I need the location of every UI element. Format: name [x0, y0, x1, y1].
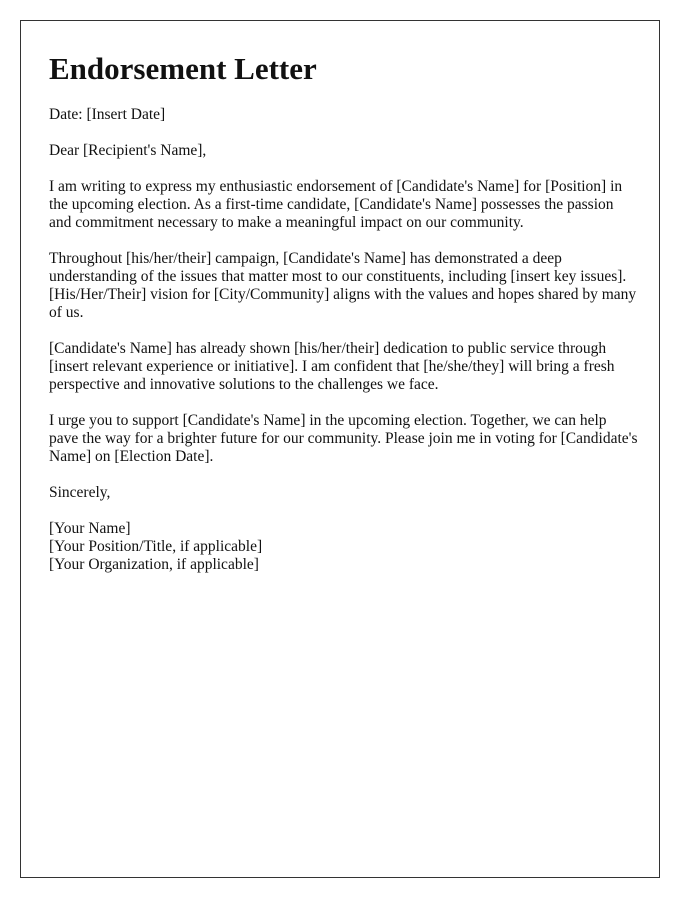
letter-content — [49, 51, 639, 574]
body-paragraph-4: I urge you to support [Candidate's Name] in the upcoming election. Together, we can help pave the way for a brighter future for our community. Please join me in voting for [Candidate's Name] on [Election Date]. — [49, 412, 638, 465]
salutation: Dear [Recipient's Name], — [49, 142, 207, 159]
signature-name: [Your Name] — [49, 520, 131, 537]
body-paragraph-3: [Candidate's Name] has already shown [his/her/their] dedication to public service through [insert relevant experience or initiative]. I am confident that [he/she/they] will bring a fresh perspective and innovative solutions to the challenges we face. — [49, 340, 615, 393]
signature-block — [49, 520, 639, 574]
signature-organization: [Your Organization, if applicable] — [49, 556, 259, 573]
closing: Sincerely, — [49, 484, 111, 501]
letter-page — [20, 20, 660, 878]
letter-title: Endorsement Letter — [49, 51, 317, 86]
body-paragraph-1: I am writing to express my enthusiastic endorsement of [Candidate's Name] for [Position] in the upcoming election. As a first-time candidate, [Candidate's Name] possesses the passion and commitment necessary to make a meaningful impact on our community. — [49, 178, 623, 231]
date-line: Date: [Insert Date] — [49, 106, 166, 123]
body-paragraph-2: Throughout [his/her/their] campaign, [Candidate's Name] has demonstrated a deep understanding of the issues that matter most to our constituents, including [insert key issues]. [His/Her/Their] vision for [City/Community] aligns with the values and hopes shared by many of us. — [49, 250, 637, 321]
signature-position: [Your Position/Title, if applicable] — [49, 538, 263, 555]
